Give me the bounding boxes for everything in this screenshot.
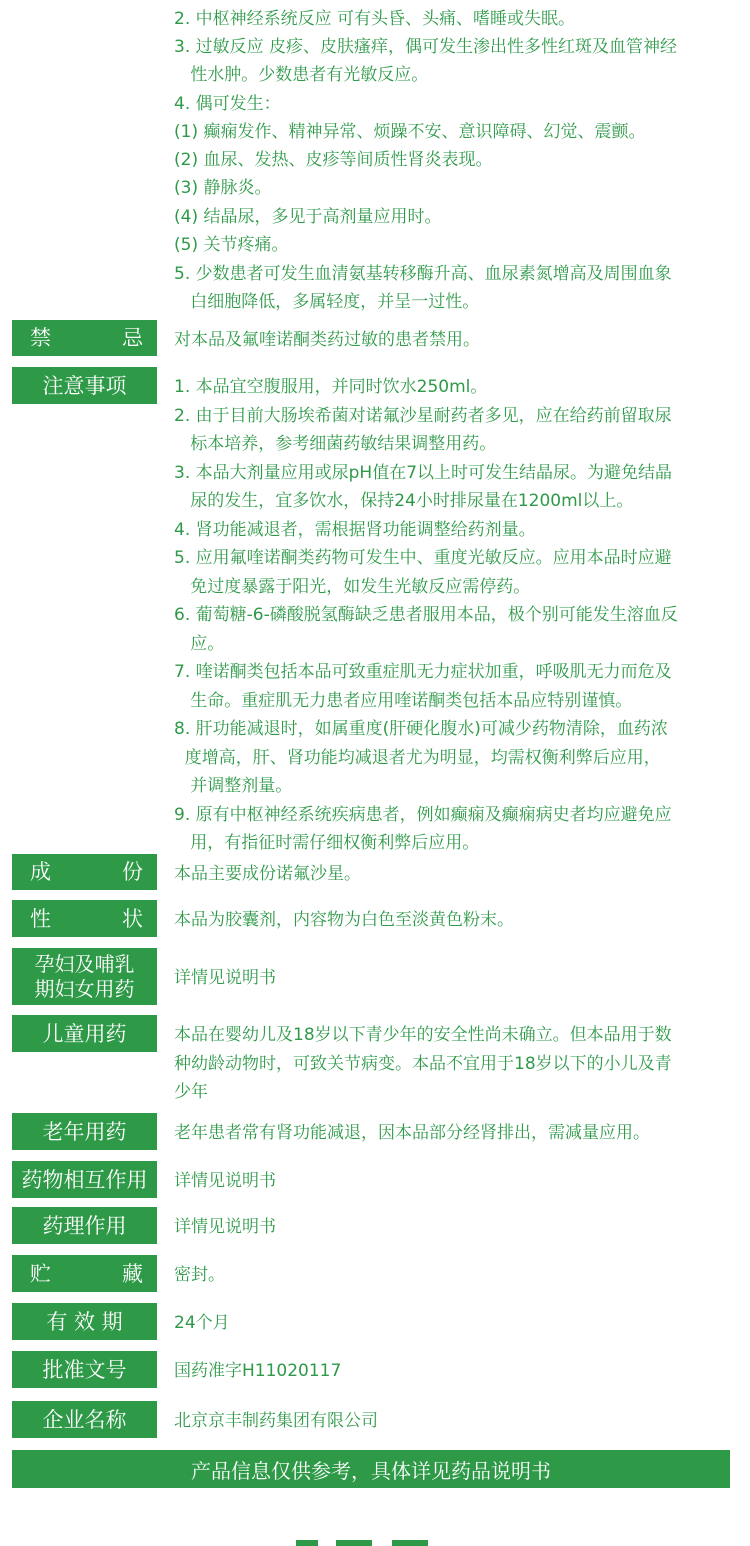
- precautions-line-9: 6. 葡萄糖-6-磷酸脱氢酶缺乏患者服用本品，极个别可能发生溶血反: [174, 605, 678, 625]
- precautions-line-8: 免过度暴露于阳光，如发生光敏反应需停药。: [174, 577, 531, 597]
- precautions-line-13: 8. 肝功能减退时，如属重度(肝硬化腹水)可减少药物清除，血药浓: [174, 719, 668, 739]
- storage-label: [12, 1255, 157, 1292]
- precautions-line-2: 2. 由于目前大肠埃希菌对诺氟沙星耐药者多见，应在给药前留取尿: [174, 406, 672, 426]
- precautions-line-11: 7. 喹诺酮类包括本品可致重症肌无力症状加重，呼吸肌无力而危及: [174, 662, 672, 682]
- description-label-b: 状: [122, 906, 143, 931]
- pharmacology-text: 详情见说明书: [174, 1217, 276, 1237]
- pediatric-label: 儿童用药: [12, 1015, 157, 1052]
- contraindications-label: [12, 320, 157, 356]
- adverse-line-6: (2) 血尿、发热、皮疹等间质性肾炎表现。: [174, 150, 493, 170]
- pregnancy-label: 孕妇及哺乳 期妇女用药: [12, 948, 157, 1005]
- storage-text: 密封。: [174, 1265, 225, 1285]
- composition-text: 本品主要成份诺氟沙星。: [174, 864, 361, 884]
- interactions-label: 药物相互作用: [12, 1161, 157, 1198]
- adverse-line-3: 性水肿。少数患者有光敏反应。: [174, 65, 429, 85]
- cut-heading-fragment: [296, 1540, 318, 1546]
- precautions-line-3: 标本培养，参考细菌药敏结果调整用药。: [174, 434, 497, 454]
- geriatric-label: 老年用药: [12, 1113, 157, 1150]
- precautions-line-6: 4. 肾功能减退者，需根据肾功能调整给药剂量。: [174, 520, 536, 540]
- precautions-label: 注意事项: [12, 367, 157, 404]
- precautions-line-16: 9. 原有中枢神经系统疾病患者，例如癫痫及癫痫病史者均应避免应: [174, 805, 672, 825]
- adverse-line-10: 5. 少数患者可发生血清氨基转移酶升高、血尿素氮增高及周围血象: [174, 264, 672, 284]
- contraindications-label-a: 禁: [30, 326, 51, 350]
- adverse-line-5: (1) 癫痫发作、精神异常、烦躁不安、意识障碍、幻觉、震颤。: [174, 122, 646, 142]
- precautions-line-7: 5. 应用氟喹诺酮类药物可发生中、重度光敏反应。应用本品时应避: [174, 548, 672, 568]
- shelf-life-label: 有 效 期: [12, 1303, 157, 1340]
- pediatric-line-1: 本品在婴幼儿及18岁以下青少年的安全性尚未确立。但本品用于数: [174, 1025, 672, 1045]
- precautions-line-10: 应。: [174, 634, 225, 654]
- storage-label-a: 贮: [30, 1261, 51, 1286]
- description-label-a: 性: [30, 906, 51, 931]
- pediatric-line-3: 少年: [174, 1082, 208, 1102]
- precautions-line-1: 1. 本品宜空腹服用，并同时饮水250ml。: [174, 377, 488, 397]
- pediatric-line-2: 种幼龄动物时，可致关节病变。本品不宜用于18岁以下的小儿及青: [174, 1054, 672, 1074]
- precautions-line-14: 度增高，肝、肾功能均减退者尤为明显，均需权衡利弊后应用，: [174, 748, 661, 768]
- pregnancy-text: 详情见说明书: [174, 968, 276, 988]
- storage-label-b: 藏: [122, 1261, 143, 1286]
- shelf-life-text: 24个月: [174, 1313, 230, 1333]
- manufacturer-text: 北京京丰制药集团有限公司: [174, 1411, 378, 1431]
- cut-heading-fragment: [336, 1540, 372, 1546]
- pharmacology-label: 药理作用: [12, 1207, 157, 1244]
- adverse-line-7: (3) 静脉炎。: [174, 178, 272, 198]
- adverse-line-8: (4) 结晶尿，多见于高剂量应用时。: [174, 207, 442, 227]
- adverse-line-9: (5) 关节疼痛。: [174, 235, 289, 255]
- contraindications-label-b: 忌: [122, 326, 143, 350]
- approval-text: 国药准字H11020117: [174, 1361, 342, 1381]
- composition-label: [12, 854, 157, 890]
- geriatric-text: 老年患者常有肾功能减退，因本品部分经肾排出，需减量应用。: [174, 1123, 650, 1143]
- footer-text: 产品信息仅供参考，具体详见药品说明书: [191, 1458, 551, 1483]
- description-text: 本品为胶囊剂，内容物为白色至淡黄色粉末。: [174, 910, 514, 930]
- cut-heading-fragment: [392, 1540, 428, 1546]
- composition-label-a: 成: [30, 860, 51, 884]
- adverse-line-2: 3. 过敏反应 皮疹、皮肤瘙痒，偶可发生渗出性多性红斑及血管神经: [174, 37, 678, 57]
- composition-label-b: 份: [122, 860, 143, 884]
- adverse-line-11: 白细胞降低，多属轻度，并呈一过性。: [174, 292, 480, 312]
- footer-banner: [12, 1450, 730, 1488]
- interactions-text: 详情见说明书: [174, 1171, 276, 1191]
- adverse-line-1: 2. 中枢神经系统反应 可有头昏、头痛、嗜睡或失眠。: [174, 9, 576, 29]
- description-label: [12, 900, 157, 937]
- precautions-line-5: 尿的发生，宜多饮水，保持24小时排尿量在1200ml以上。: [174, 491, 634, 511]
- approval-label: 批准文号: [12, 1351, 157, 1388]
- precautions-line-4: 3. 本品大剂量应用或尿pH值在7以上时可发生结晶尿。为避免结晶: [174, 463, 673, 483]
- contraindications-text: 对本品及氟喹诺酮类药过敏的患者禁用。: [174, 330, 480, 350]
- adverse-line-4: 4. 偶可发生：: [174, 94, 281, 114]
- precautions-line-17: 用，有指征时需仔细权衡利弊后应用。: [174, 833, 480, 853]
- precautions-line-15: 并调整剂量。: [174, 776, 293, 796]
- manufacturer-label: 企业名称: [12, 1401, 157, 1438]
- precautions-line-12: 生命。重症肌无力患者应用喹诺酮类包括本品应特别谨慎。: [174, 691, 633, 711]
